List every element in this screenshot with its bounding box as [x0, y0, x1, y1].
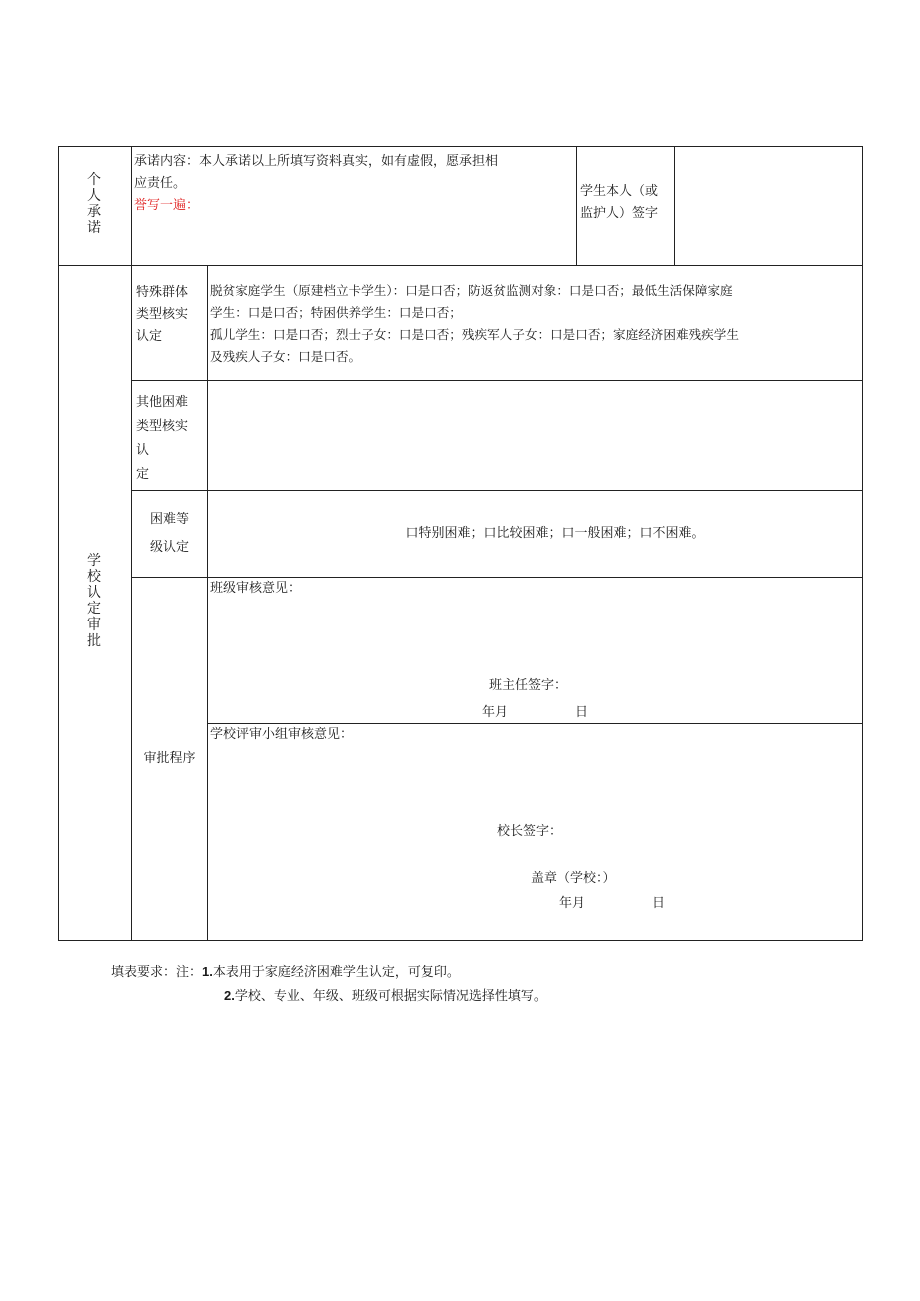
signature-label-cell — [577, 147, 675, 266]
other-type-label-line4: 定 — [136, 467, 150, 482]
note-item1-text: 本表用于家庭经济困难学生认定，可复印。 — [212, 965, 460, 980]
special-group-line3: 孤儿学生：口是口否；烈士子女：口是口否；残疾军人子女：口是口否；家庭经济困难残疾学生 — [210, 327, 739, 342]
other-type-label-line1: 其他困难 — [136, 395, 189, 410]
approval-row — [59, 578, 863, 941]
principal-sign-label: 校长签字： — [497, 824, 563, 839]
pledge-content-line1: 承诺内容：本人承诺以上所填写资料真实，如有虚假，愿承担相 — [134, 154, 499, 169]
special-group-label-line3: 认定 — [136, 329, 163, 344]
school-label: 学校认定审批 — [87, 553, 101, 649]
fill-requirements-prefix: 填表要求：注： — [111, 965, 203, 980]
approval-content-cell — [208, 578, 863, 941]
level-options-cell[interactable] — [208, 491, 863, 578]
identification-form-table — [58, 146, 863, 941]
fill-requirements-line2 — [224, 986, 547, 1007]
approval-label: 审批程序 — [143, 751, 196, 766]
special-group-line1: 脱贫家庭学生（原建档立卡学生）：口是口否；防返贫监测对象：口是口否；最低生活保障家庭 — [210, 283, 733, 298]
class-review-section[interactable] — [208, 578, 862, 724]
level-row — [59, 491, 863, 578]
school-date-year-month: 年月 — [559, 896, 586, 911]
school-review-label: 学校评审小组审核意见： — [210, 727, 354, 742]
head-teacher-sign-label: 班主任签字： — [489, 678, 568, 693]
special-group-line4: 及残疾人子女：口是口否。 — [210, 349, 362, 364]
other-type-label-line3: 认 — [136, 443, 150, 458]
other-type-label-cell — [132, 381, 208, 491]
level-label-line2: 级认定 — [149, 540, 189, 555]
school-date-day: 日 — [652, 896, 666, 911]
level-label-line1: 困难等 — [149, 512, 189, 527]
pledge-content-cell[interactable] — [132, 147, 577, 266]
approval-label-cell — [132, 578, 208, 941]
pledge-copy-prompt: 誉写一遍： — [134, 198, 200, 213]
special-group-options-cell[interactable] — [208, 266, 863, 381]
signature-field[interactable] — [675, 147, 863, 266]
school-label-cell — [59, 266, 132, 941]
special-group-row — [59, 266, 863, 381]
note-item2-number: 2. — [224, 988, 235, 1003]
special-group-label-line2: 类型核实 — [136, 307, 189, 322]
class-date-day: 日 — [575, 705, 589, 720]
other-type-field[interactable] — [208, 381, 863, 491]
note-item2-text: 学校、专业、年级、班级可根据实际情况选择性填写。 — [234, 989, 547, 1004]
school-review-section[interactable] — [208, 724, 862, 940]
special-group-label-cell — [132, 266, 208, 381]
pledge-label-cell — [59, 147, 132, 266]
special-group-label-line1: 特殊群体 — [136, 285, 189, 300]
class-date-year-month: 年月 — [482, 705, 509, 720]
school-seal-label: 盖章（学校：） — [531, 871, 616, 886]
fill-requirements-line1 — [111, 962, 460, 983]
other-type-label-line2: 类型核实 — [136, 419, 189, 434]
class-review-label: 班级审核意见： — [210, 581, 302, 596]
pledge-content-line2: 应责任。 — [134, 176, 187, 191]
level-label-cell — [132, 491, 208, 578]
special-group-line2: 学生：口是口否；特困供养学生：口是口否； — [210, 305, 462, 320]
other-type-row — [59, 381, 863, 491]
pledge-row — [59, 147, 863, 266]
signature-label-line2: 监护人）签字 — [580, 206, 659, 221]
level-options: 口特别困难；口比较困难；口一般困难；口不困难。 — [405, 526, 705, 541]
signature-label-line1: 学生本人（或 — [580, 184, 659, 199]
pledge-label: 个人承诺 — [87, 172, 101, 236]
note-item1-number: 1. — [202, 964, 213, 979]
